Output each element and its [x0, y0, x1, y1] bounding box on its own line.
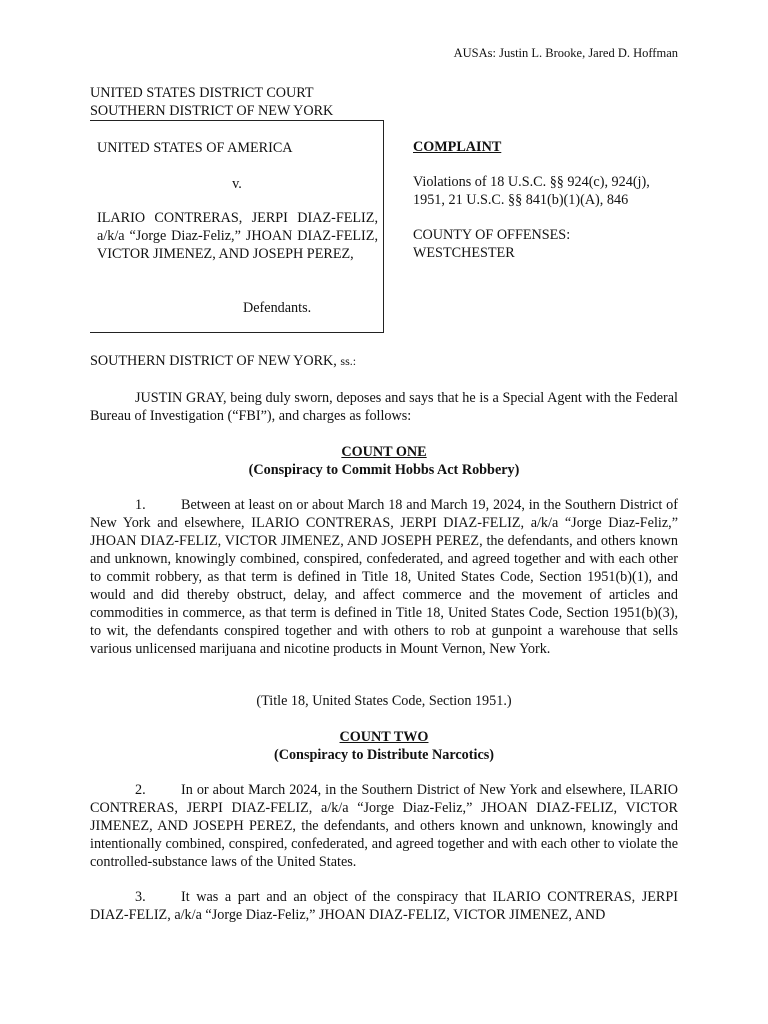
court-district: SOUTHERN DISTRICT OF NEW YORK: [90, 103, 334, 119]
venue-ss: ss.:: [340, 354, 357, 368]
count-one-subtitle: (Conspiracy to Commit Hobbs Act Robbery): [248, 462, 520, 478]
paragraph-number: [90, 781, 181, 799]
count-one-heading: [90, 443, 678, 479]
paragraph-2: [90, 781, 678, 871]
county-value: WESTCHESTER: [413, 245, 515, 261]
paragraph-number: [90, 496, 181, 514]
court-name: UNITED STATES DISTRICT COURT: [90, 85, 314, 101]
paragraph-number-text: 1.: [135, 497, 146, 513]
venue-line: [90, 352, 356, 370]
count-two-subtitle: (Conspiracy to Distribute Narcotics): [273, 747, 494, 763]
court-heading: [90, 84, 333, 120]
count-two-title: COUNT TWO: [339, 729, 429, 745]
complaint-title: COMPLAINT: [413, 139, 502, 155]
paragraph-number: [90, 888, 181, 906]
paragraph-number-text: 3.: [135, 889, 146, 905]
complaint-info: [413, 138, 683, 262]
caption-plaintiff: UNITED STATES OF AMERICA: [97, 140, 293, 156]
county-label: COUNTY OF OFFENSES:: [413, 227, 571, 243]
caption-defendants-label: Defendants.: [243, 300, 312, 316]
caption-versus: v.: [232, 176, 242, 192]
violations-statement: Violations of 18 U.S.C. §§ 924(c), 924(j), 1951, 21 U.S.C. §§ 841(b)(1)(A), 846: [413, 174, 650, 208]
count-two-heading: [90, 728, 678, 764]
ausa-header: AUSAs: Justin L. Brooke, Jared D. Hoffman: [453, 46, 678, 60]
paragraph-text: In or about March 2024, in the Southern District of New York and elsewhere, ILARIO CONTRERAS, JERPI DIAZ-FELIZ, a/k/a “Jorge Diaz-Feliz,” JHOAN DIAZ-FELIZ, VICTOR JIMENEZ, AND JOSEPH PEREZ, the defendants, and others known and unknown, knowingly and intentionally combined, conspired, confederated, and agreed together and with each other to violate the controlled-substance laws of the United States.: [90, 782, 678, 870]
paragraph-text: It was a part and an object of the conspiracy that ILARIO CONTRERAS, JERPI DIAZ-FELIZ, a/k/a “Jorge Diaz-Feliz,” JHOAN DIAZ-FELIZ, VICTOR JIMENEZ, AND: [90, 889, 678, 923]
county-of-offenses: [413, 226, 683, 262]
intro-paragraph: JUSTIN GRAY, being duly sworn, deposes and says that he is a Special Agent with the Federal Bureau of Investigation (“FBI”), and charges as follows:: [90, 390, 678, 424]
count-one-citation: (Title 18, United States Code, Section 1951.): [256, 693, 512, 709]
paragraph-text: Between at least on or about March 18 and March 19, 2024, in the Southern District of New York and elsewhere, ILARIO CONTRERAS, JERPI DIAZ-FELIZ, a/k/a “Jorge Diaz-Feliz,” JHOAN DIAZ-FELIZ, VICTOR JIMENEZ, AND JOSEPH PEREZ, the defendants, and others known and unknown, knowingly combined, conspired, confederated, and agreed together and with each other to commit robbery, as that term is defined in Title 18, United States Code, Section 1951(b)(1), and would and did thereby obstruct, delay, and affect commerce and the movement of articles and commodities in commerce, as that term is defined in Title 18, United States Code, Section 1951(b)(3), to wit, the defendants conspired together and with others to rob at gunpoint a warehouse that sells various unlicensed marijuana and nicotine products in Mount Vernon, New York.: [90, 497, 678, 657]
paragraph-3: [90, 888, 678, 924]
count-one-title: COUNT ONE: [341, 444, 427, 460]
caption-defendant-names: ILARIO CONTRERAS, JERPI DIAZ-FELIZ, a/k/a “Jorge Diaz-Feliz,” JHOAN DIAZ-FELIZ, VICTOR JIMENEZ, AND JOSEPH PEREZ,: [97, 210, 378, 262]
case-caption-box: [90, 120, 384, 333]
paragraph-1: [90, 496, 678, 658]
venue-district: SOUTHERN DISTRICT OF NEW YORK,: [90, 353, 341, 369]
paragraph-number-text: 2.: [135, 782, 146, 798]
